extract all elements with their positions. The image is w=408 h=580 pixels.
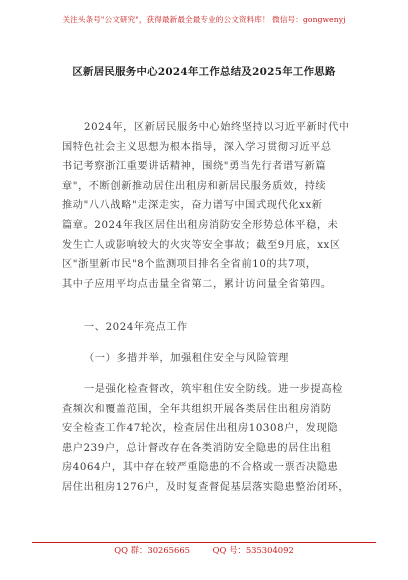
footer-divider — [32, 542, 376, 543]
intro-paragraph — [62, 118, 362, 294]
paragraph-line: 房4064户，其中存在较严重隐患的不合格或一票否决隐患 — [62, 462, 339, 474]
paragraph-line: 发生亡人或影响较大的火灾等安全事故；截至9月底，xx区 — [62, 239, 341, 251]
paragraph-line: 安全检查工作47轮次，检查居住出租房10308户，发现隐 — [62, 423, 339, 435]
paragraph-line: 章"，不断创新推动居住出租房和新居民服务质效，持续 — [62, 180, 327, 192]
page-title: 区新居民服务中心2024年工作总结及2025年工作思路 — [72, 66, 336, 78]
paragraph-line: 一是强化检查督改，筑牢租住安全防线。进一步提高检 — [84, 384, 343, 395]
header-banner: 关注头条号"公文研究"，获得最新最全最专业的公文资料库！ 微信号：gongwenyj — [62, 15, 346, 24]
paragraph-line: 篇章。2024年我区居住出租房消防安全形势总体平稳，未 — [62, 219, 339, 231]
paragraph-line: 国特色社会主义思想为根本指导，深入学习贯彻习近平总 — [62, 141, 332, 153]
section-heading: 一、2024年亮点工作 — [84, 322, 188, 333]
paragraph-line: 患户239户，总计督改存在各类消防安全隐患的居住出租 — [62, 442, 332, 454]
paragraph-line: 书记考察浙江重要讲话精神，围绕"勇当先行者谱写新篇 — [62, 161, 327, 173]
paragraph-line: 其中子应用平均点击量全省第二，累计访问量全省第四。 — [62, 278, 332, 290]
paragraph-line: 居住出租房1276户，及时复查督促基层落实隐患整治闭环， — [62, 481, 350, 493]
footer-qq-group: QQ 群：30265665 — [114, 545, 190, 555]
paragraph-line: 2024年，区新居民服务中心始终坚持以习近平新时代中 — [84, 122, 350, 133]
footer-qq-number: QQ 号：535304092 — [212, 545, 294, 555]
paragraph-line: 查频次和覆盖范围，全年共组织开展各类居住出租房消防 — [62, 403, 332, 415]
subsection-heading: （一）多措并举，加强租住安全与风险管理 — [84, 353, 289, 364]
paragraph-line: 区"浙里新市民"8个监测项目排名全省前10的共7项， — [62, 259, 317, 271]
paragraph-line: 推动"八八战略"走深走实，奋力谱写中国式现代化xx新 — [62, 200, 323, 212]
footer — [0, 544, 408, 556]
body-paragraph — [62, 380, 362, 498]
